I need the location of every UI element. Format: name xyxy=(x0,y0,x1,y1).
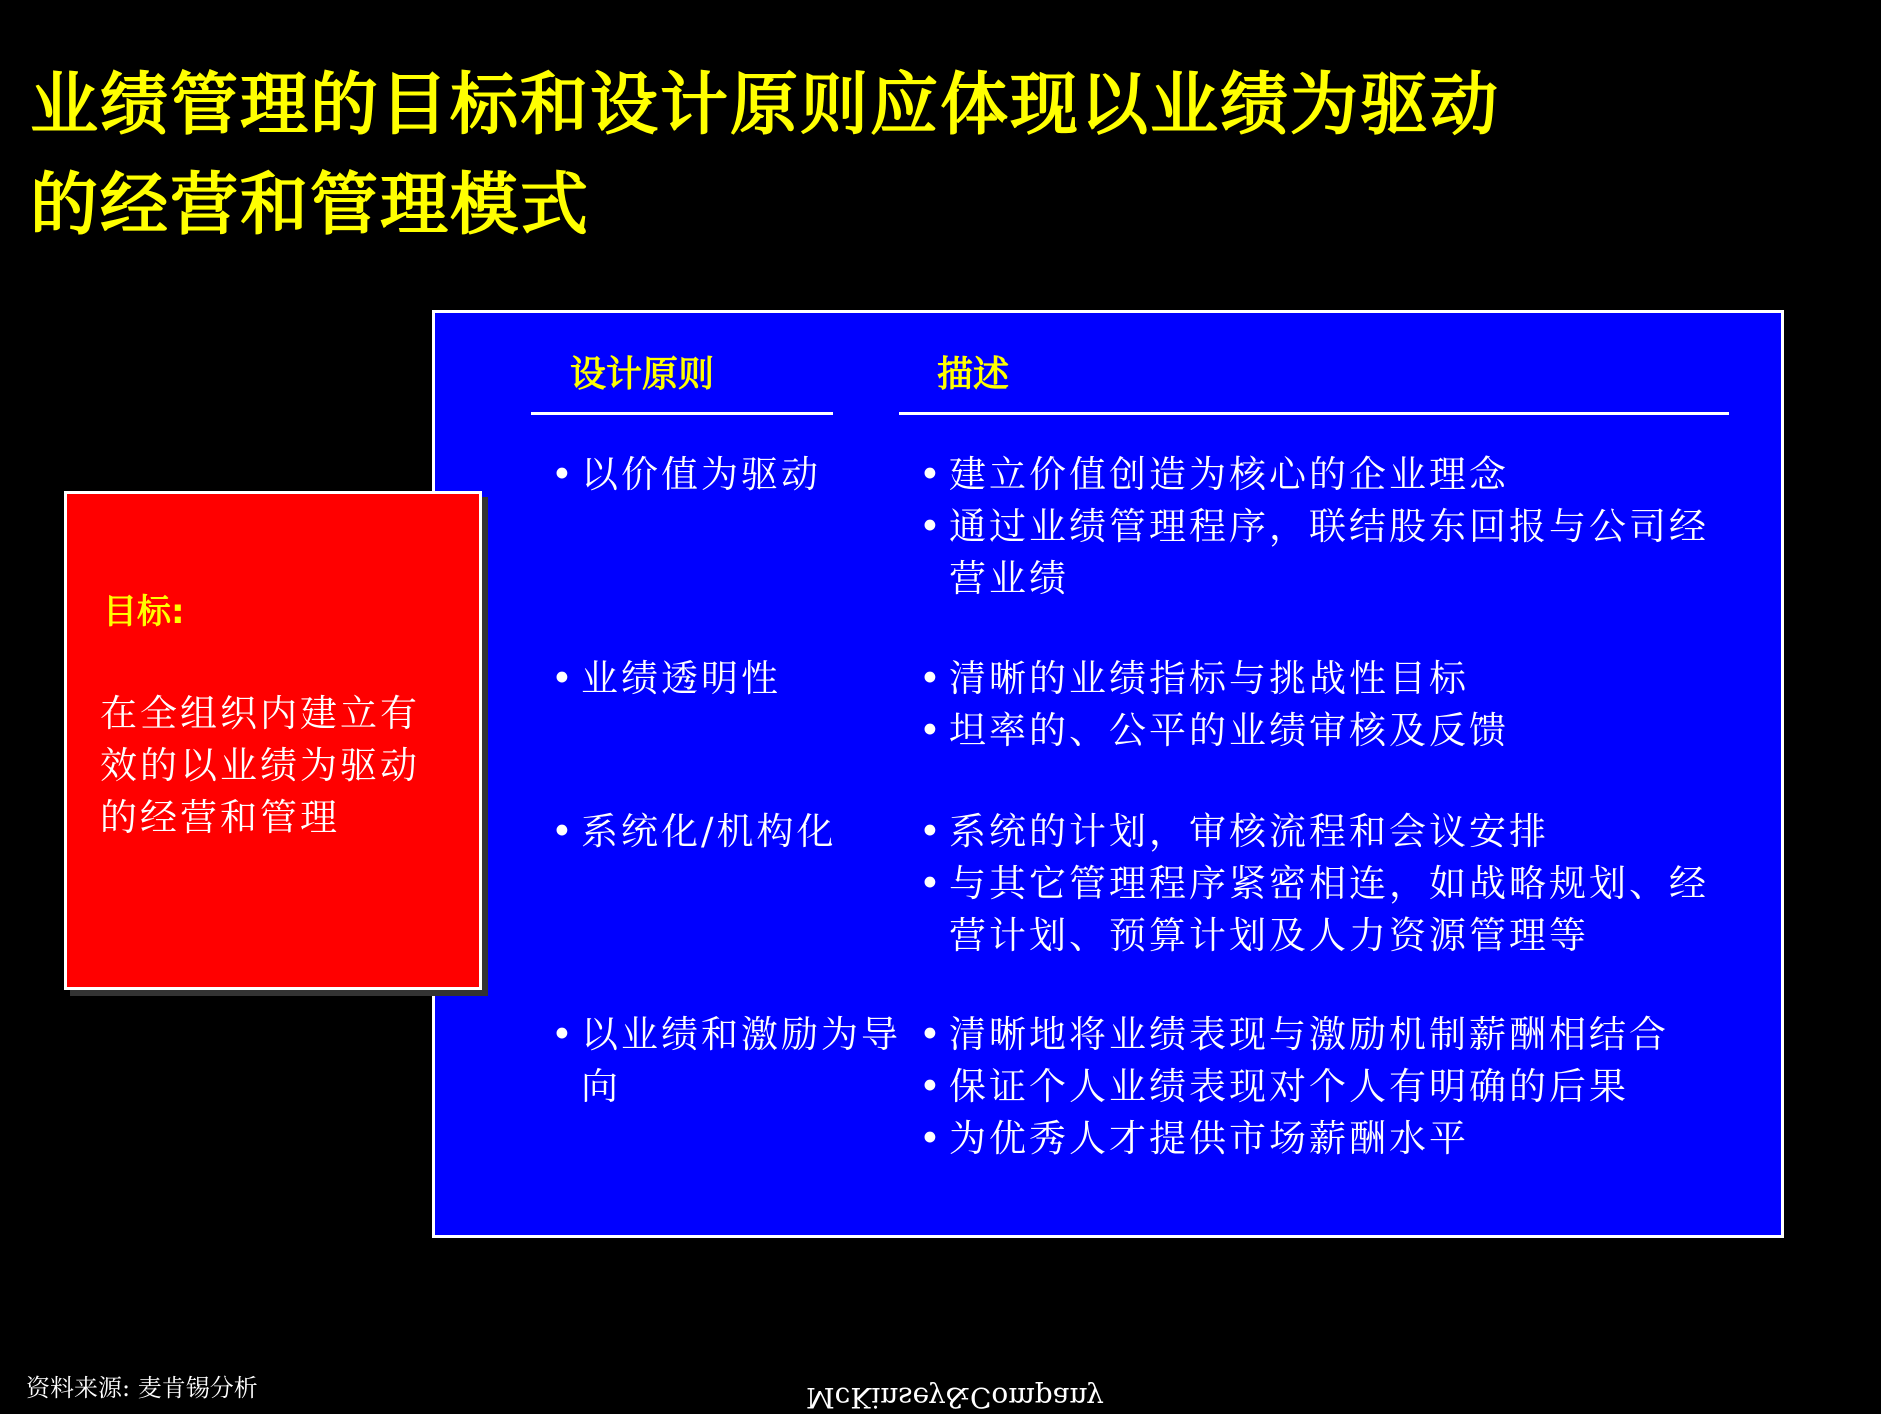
header-principle: 设计原则 xyxy=(570,354,715,395)
principle-label: 以价值为驱动 xyxy=(581,453,821,496)
principles-table-panel xyxy=(432,310,1784,1238)
bullet-icon: • xyxy=(919,1013,944,1056)
principle-label: 业绩透明性 xyxy=(581,657,781,700)
principle-item xyxy=(551,449,821,501)
description-text: 保证个人业绩表现对个人有明确的后果 xyxy=(949,1065,1629,1108)
description-item xyxy=(919,806,1709,858)
description-text: 系统的计划，审核流程和会议安排 xyxy=(949,810,1549,853)
description-text: 清晰地将业绩表现与激励机制薪酬相结合 xyxy=(949,1013,1669,1056)
bullet-icon: • xyxy=(551,810,576,853)
bullet-icon: • xyxy=(551,1013,576,1056)
description-item xyxy=(919,1061,1669,1113)
header-description-rule xyxy=(899,412,1729,415)
page-title-line-1: 业绩管理的目标和设计原则应体现以业绩为驱动 xyxy=(30,66,1501,145)
description-text: 为优秀人才提供市场薪酬水平 xyxy=(949,1117,1469,1160)
bullet-icon: • xyxy=(919,657,944,700)
description-item xyxy=(919,858,1709,962)
principle-item xyxy=(551,1009,911,1113)
header-principle-rule xyxy=(531,412,833,415)
bullet-icon: • xyxy=(919,1117,944,1160)
goal-text: 在全组织内建立有效的以业绩为驱动的经营和管理 xyxy=(100,692,420,839)
bullet-icon: • xyxy=(919,709,944,752)
description-item xyxy=(919,705,1509,757)
page-title-line-2: 的经营和管理模式 xyxy=(30,166,591,245)
description-item xyxy=(919,449,1709,501)
principle-item xyxy=(551,653,781,705)
source-note: 资料来源: 麦肯锡分析 xyxy=(26,1374,258,1402)
description-text: 坦率的、公平的业绩审核及反馈 xyxy=(949,709,1509,752)
description-list xyxy=(919,449,1709,605)
description-list xyxy=(919,653,1509,757)
description-list xyxy=(919,1009,1669,1165)
description-text: 建立价值创造为核心的企业理念 xyxy=(949,453,1509,496)
goal-box xyxy=(64,491,482,990)
principle-label: 以业绩和激励为导向 xyxy=(581,1013,901,1108)
bullet-icon: • xyxy=(551,657,576,700)
description-item xyxy=(919,1009,1669,1061)
description-item xyxy=(919,501,1709,605)
page-title xyxy=(30,56,1850,256)
description-item xyxy=(919,1113,1669,1165)
goal-label: 目标: xyxy=(103,592,185,632)
bullet-icon: • xyxy=(551,453,576,496)
bullet-icon: • xyxy=(919,505,944,548)
bullet-icon: • xyxy=(919,862,944,905)
description-text: 通过业绩管理程序，联结股东回报与公司经营业绩 xyxy=(949,505,1709,600)
principle-label: 系统化/机构化 xyxy=(581,810,837,853)
bullet-icon: • xyxy=(919,810,944,853)
description-item xyxy=(919,653,1509,705)
header-description: 描述 xyxy=(937,354,1010,395)
description-list xyxy=(919,806,1709,962)
description-text: 与其它管理程序紧密相连，如战略规划、经营计划、预算计划及人力资源管理等 xyxy=(949,862,1709,957)
company-logo: McKinsey&Company xyxy=(806,1381,1104,1414)
description-text: 清晰的业绩指标与挑战性目标 xyxy=(949,657,1469,700)
bullet-icon: • xyxy=(919,1065,944,1108)
bullet-icon: • xyxy=(919,453,944,496)
principle-item xyxy=(551,806,837,858)
